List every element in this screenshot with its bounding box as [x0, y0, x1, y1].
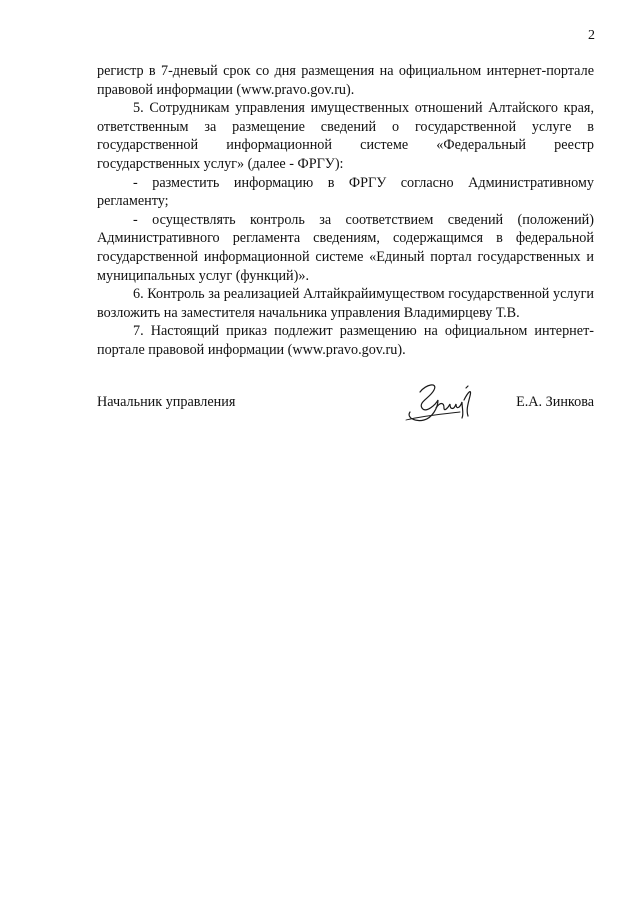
paragraph-item-5: 5. Сотрудникам управления имущественных отношений Алтайского края, ответственным за размещение сведений о государственной услуге в государственной информационной системе «Федеральный реестр государственных услуг» (далее - ФРГУ):: [97, 100, 594, 172]
paragraph-item-6: 6. Контроль за реализацией Алтайкрайимуществом государственной услуги возложить на заместителя начальника управления Владимирцеву Т.В.: [97, 286, 594, 321]
signer-title: Начальник управления: [97, 394, 236, 410]
paragraph-item-7: 7. Настоящий приказ подлежит размещению на официальном интернет-портале правовой информации (www.pravo.gov.ru).: [97, 323, 594, 358]
document-body: [97, 62, 594, 360]
paragraph-item-5-sub-2: - осуществлять контроль за соответствием сведений (положений) Административного регламента сведениям, содержащимся в федеральной государственной информационной системе «Единый портал государственных и муниципальных услуг (функций)».: [97, 211, 594, 284]
paragraph-continuation: регистр в 7-дневый срок со дня размещения на официальном интернет-портале правовой информации (www.pravo.gov.ru).: [97, 63, 594, 98]
signature-block: [97, 378, 594, 428]
handwritten-signature: [402, 378, 480, 424]
page-number: 2: [588, 28, 595, 43]
paragraph-item-5-sub-1: - разместить информацию в ФРГУ согласно Административному регламенту;: [97, 174, 594, 210]
signer-name: Е.А. Зинкова: [516, 394, 594, 410]
